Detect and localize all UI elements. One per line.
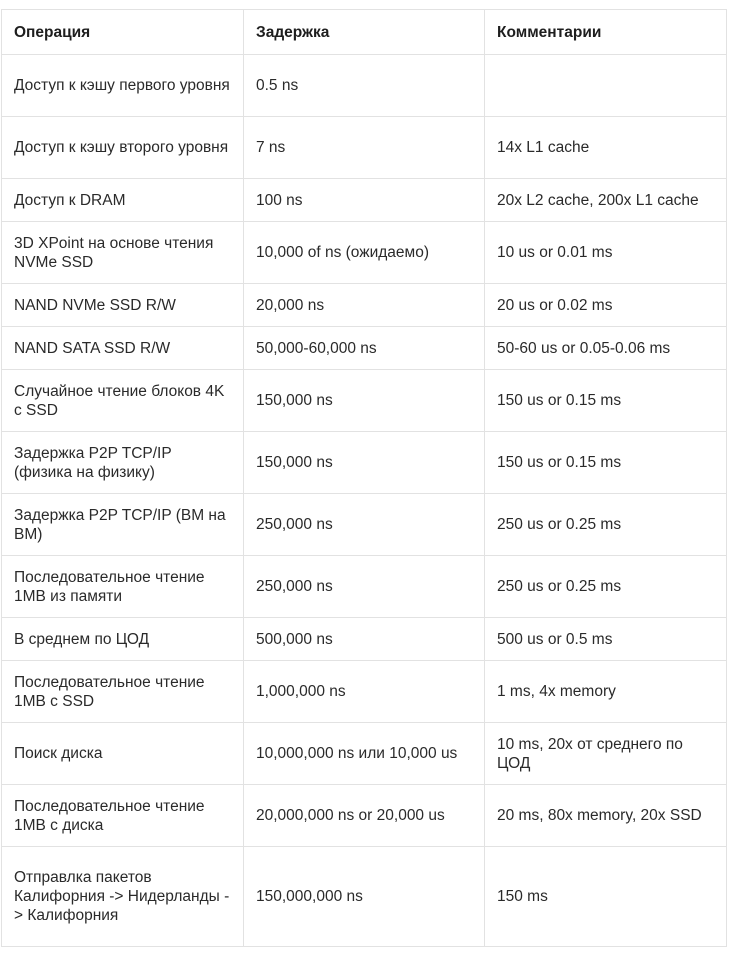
cell-comment: 10 us or 0.01 ms xyxy=(485,222,727,284)
cell-operation: Доступ к DRAM xyxy=(2,179,244,222)
cell-operation: Последовательное чтение 1MB с SSD xyxy=(2,661,244,723)
table-row xyxy=(2,432,727,494)
cell-operation: В среднем по ЦОД xyxy=(2,618,244,661)
cell-operation: NAND NVMe SSD R/W xyxy=(2,284,244,327)
cell-operation: Отправлка пакетов Калифорния -> Нидерланды -> Калифорния xyxy=(2,847,244,947)
cell-latency: 250,000 ns xyxy=(244,494,485,556)
latency-table xyxy=(1,9,727,947)
table-row xyxy=(2,618,727,661)
latency-table-container xyxy=(1,9,726,947)
table-row xyxy=(2,284,727,327)
cell-latency: 100 ns xyxy=(244,179,485,222)
header-latency: Задержка xyxy=(244,10,485,55)
cell-operation: Задержка P2P TCP/IP (ВМ на ВМ) xyxy=(2,494,244,556)
cell-latency: 0.5 ns xyxy=(244,55,485,117)
table-row xyxy=(2,723,727,785)
table-body xyxy=(2,55,727,947)
table-row xyxy=(2,785,727,847)
cell-comment: 14x L1 cache xyxy=(485,117,727,179)
cell-operation: 3D XPoint на основе чтения NVMe SSD xyxy=(2,222,244,284)
cell-latency: 250,000 ns xyxy=(244,556,485,618)
table-row xyxy=(2,222,727,284)
cell-latency: 20,000,000 ns or 20,000 us xyxy=(244,785,485,847)
cell-comment: 250 us or 0.25 ms xyxy=(485,494,727,556)
cell-comment: 20x L2 cache, 200x L1 cache xyxy=(485,179,727,222)
cell-comment: 20 us or 0.02 ms xyxy=(485,284,727,327)
cell-operation: Случайное чтение блоков 4K с SSD xyxy=(2,370,244,432)
cell-latency: 1,000,000 ns xyxy=(244,661,485,723)
cell-latency: 150,000,000 ns xyxy=(244,847,485,947)
cell-operation: Последовательное чтение 1MB из памяти xyxy=(2,556,244,618)
cell-comment: 10 ms, 20x от среднего по ЦОД xyxy=(485,723,727,785)
cell-operation: NAND SATA SSD R/W xyxy=(2,327,244,370)
cell-latency: 20,000 ns xyxy=(244,284,485,327)
cell-latency: 500,000 ns xyxy=(244,618,485,661)
cell-operation: Последовательное чтение 1MB с диска xyxy=(2,785,244,847)
table-row xyxy=(2,179,727,222)
table-header xyxy=(2,10,727,55)
cell-latency: 150,000 ns xyxy=(244,370,485,432)
cell-latency: 10,000,000 ns или 10,000 us xyxy=(244,723,485,785)
cell-comment: 50-60 us or 0.05-0.06 ms xyxy=(485,327,727,370)
table-row xyxy=(2,556,727,618)
cell-latency: 7 ns xyxy=(244,117,485,179)
cell-comment: 500 us or 0.5 ms xyxy=(485,618,727,661)
table-row xyxy=(2,327,727,370)
header-comments: Комментарии xyxy=(485,10,727,55)
cell-comment: 150 us or 0.15 ms xyxy=(485,432,727,494)
cell-operation: Поиск диска xyxy=(2,723,244,785)
table-row xyxy=(2,661,727,723)
cell-comment: 150 us or 0.15 ms xyxy=(485,370,727,432)
cell-comment: 250 us or 0.25 ms xyxy=(485,556,727,618)
header-operation: Операция xyxy=(2,10,244,55)
table-row xyxy=(2,370,727,432)
cell-comment: 20 ms, 80x memory, 20x SSD xyxy=(485,785,727,847)
header-row xyxy=(2,10,727,55)
cell-latency: 150,000 ns xyxy=(244,432,485,494)
table-row xyxy=(2,117,727,179)
table-row xyxy=(2,847,727,947)
cell-latency: 10,000 of ns (ожидаемо) xyxy=(244,222,485,284)
cell-operation: Доступ к кэшу первого уровня xyxy=(2,55,244,117)
cell-latency: 50,000-60,000 ns xyxy=(244,327,485,370)
cell-comment: 150 ms xyxy=(485,847,727,947)
table-row xyxy=(2,494,727,556)
table-row xyxy=(2,55,727,117)
cell-comment: 1 ms, 4x memory xyxy=(485,661,727,723)
cell-comment xyxy=(485,55,727,117)
cell-operation: Задержка P2P TCP/IP (физика на физику) xyxy=(2,432,244,494)
cell-operation: Доступ к кэшу второго уровня xyxy=(2,117,244,179)
